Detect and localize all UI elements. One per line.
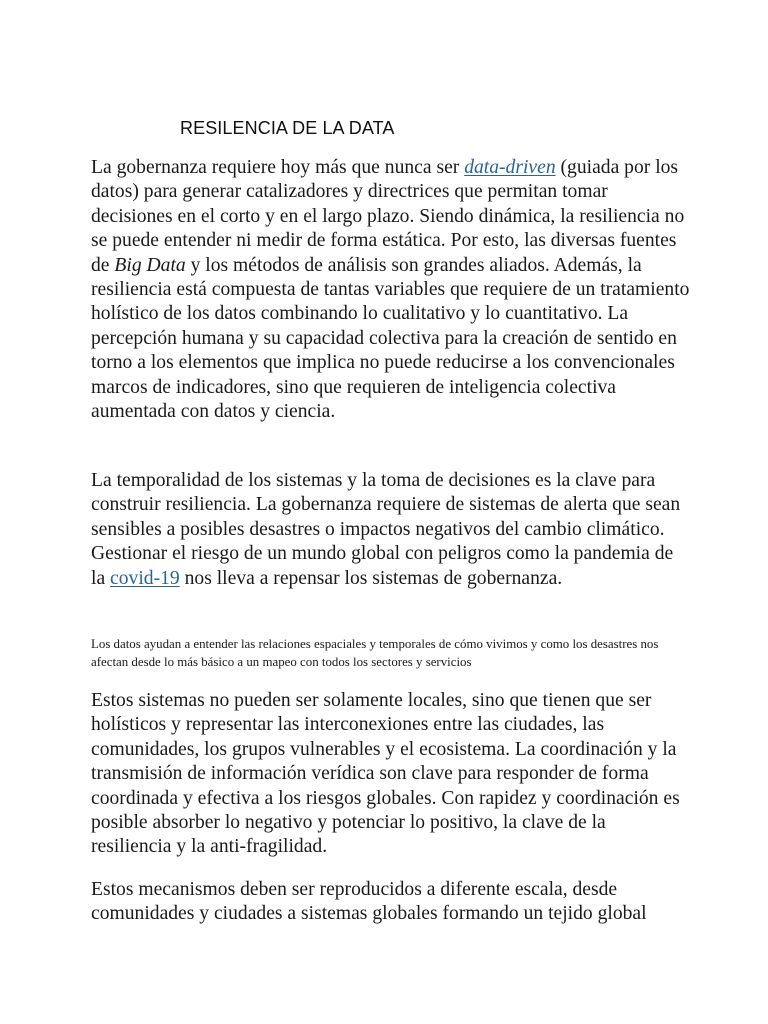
paragraph-holistic-systems: Estos sistemas no pueden ser solamente locales, sino que tienen que ser holísticos y representar las interconexiones entre las ciudades, las comunidades, los grupos vulnerables y el ecosistema. La coordinación y la transmisión de información verídica son clave para responder de forma coordinada y efectiva a los riesgos globales. Con rapidez y coordinación es posible absorber lo negativo y potenciar lo positivo, la clave de la resiliencia y la anti-fragilidad. [91, 690, 680, 858]
paragraph-text: nos lleva a repensar los sistemas de gobernanza. [179, 567, 563, 589]
paragraph-temporality [91, 469, 691, 591]
big-data-emphasis: Big Data [114, 254, 186, 276]
covid-19-link[interactable]: covid-19 [110, 567, 180, 589]
paragraph-governance [91, 156, 691, 424]
paragraph-text: y los métodos de análisis son grandes aliados. Además, la resiliencia está compuesta de tantas variables que requiere de un tratamiento holístico de los datos combinando lo cualitativo y lo cuantitativo. La percepción humana y su capacidad colectiva para la creación de sentido en torno a los elementos que implica no puede reducirse a los convencionales marcos de indicadores, sino que requieren de inteligencia colectiva aumentada con datos y ciencia. [91, 254, 690, 423]
paragraph-text: (guiada por los datos) para generar catalizadores y directrices que permitan tomar decisiones en el corto y en el largo plazo. Siendo dinámica, la resiliencia no se puede entender ni medir de forma estática. Por esto, las diversas fuentes de [91, 157, 685, 276]
paragraph-text: La temporalidad de los sistemas y la toma de decisiones es la clave para construir resiliencia. La gobernanza requiere de sistemas de alerta que sean sensibles a posibles desastres o impactos negativos del cambio climático. Gestionar el riesgo de un mundo global con peligros como la pandemia de la [91, 470, 681, 589]
document-title: RESILENCIA DE LA DATA [180, 118, 395, 138]
data-driven-link[interactable]: data-driven [464, 157, 556, 178]
image-caption: Los datos ayudan a entender las relaciones espaciales y temporales de cómo vivimos y como los desastres nos afectan desde lo más básico a un mapeo con todos los sectores y servicios [91, 637, 659, 669]
paragraph-text: La gobernanza requiere hoy más que nunca ser [91, 157, 465, 178]
paragraph-scale-mechanisms: Estos mecanismos deben ser reproducidos a diferente escala, desde comunidades y ciudades a sistemas globales formando un tejido global [91, 879, 647, 925]
